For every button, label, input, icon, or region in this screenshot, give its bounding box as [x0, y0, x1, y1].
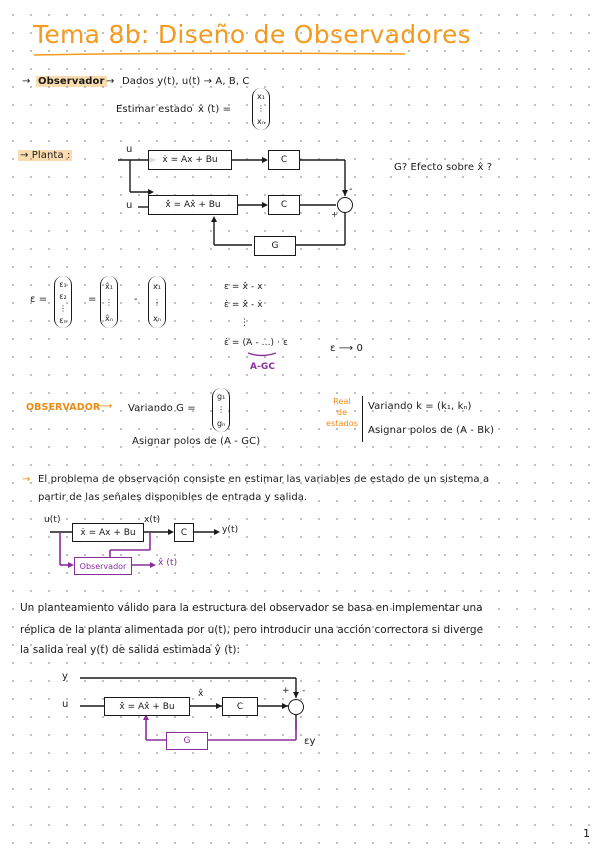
asignar-polos-k: Asignar polos de (A - Bk): [368, 425, 495, 436]
problem-bullet: →: [22, 474, 31, 485]
asignar-polos-g: Asignar polos de (A - GC): [132, 436, 261, 447]
arrow: →: [106, 76, 115, 87]
estimate-vector: x₁ ⋮ xₙ: [252, 88, 270, 130]
xhat-label: x̂: [198, 689, 204, 699]
observador-heading: OBSERVADOR: [26, 402, 101, 413]
output-matrix-block-2: C: [174, 523, 194, 542]
question-text: G? Efecto sobre x̂ ?: [394, 162, 493, 173]
error-def: ε = x̂ - x: [224, 282, 263, 292]
error-dynamics: ε̇ = (A - ...) · ε: [224, 338, 289, 348]
variando-k: Variando k = (k₁, kₙ): [368, 401, 472, 412]
planta-u-bottom: u: [126, 200, 133, 211]
planta-u-top: u: [126, 144, 133, 155]
para2-line2: réplica de la planta alimentada por u(t), pero introducir una acción correctora si diverge: [20, 624, 484, 636]
given-text: Dados y(t), u(t) → A, B, C: [122, 76, 250, 87]
u-signal-label: u(t): [44, 515, 61, 525]
g-vector: g₁ ⋮ gₙ: [212, 388, 230, 432]
observer-block: Observador: [74, 557, 132, 575]
error-lhs: ε =: [30, 294, 48, 305]
variando-g: Variando G =: [128, 403, 196, 414]
dots: ⋮: [240, 318, 250, 328]
observer-model-block-2: x̂̇ = Ax̂ + Bu: [104, 697, 190, 716]
observador-label: Observador: [38, 76, 105, 87]
y-input-label: y: [62, 671, 69, 682]
observador-arrow: ⟶: [98, 401, 113, 412]
x-signal-label: x(t): [144, 515, 161, 525]
output-matrix-c1-block: C: [268, 150, 300, 170]
page-number: 1: [583, 827, 590, 840]
estimate-output: x̂ (t): [158, 558, 178, 568]
page-title: Tema 8b: Diseño de Observadores: [33, 20, 471, 49]
para2-line3: la salida real y(t) de salida estimada ŷ (t):: [20, 644, 241, 656]
error-vector: ε₁ ε₂ ⋮ εₙ: [54, 276, 72, 328]
state-vector: x₁ ⋮ xₙ: [148, 276, 166, 328]
real-estados-label: Real de estados: [326, 397, 358, 428]
sign-plus: +: [331, 210, 338, 219]
summing-junction-2: [288, 699, 304, 715]
gain-g-block: G: [254, 236, 296, 256]
minus: -: [134, 294, 138, 305]
output-error-label: εy: [304, 736, 316, 747]
bullet-arrow: →: [22, 76, 31, 87]
u-input-label: u: [62, 699, 69, 710]
estimate-label: Estimar estado: [116, 104, 193, 115]
sign-minus: -: [349, 184, 353, 195]
plant-block-2: ẋ = Ax + Bu: [72, 523, 144, 542]
para2-line1: Un planteamiento válido para la estructura del observador se basa en implementar una: [20, 602, 483, 614]
estimate-lhs: x̂ (t) =: [198, 104, 232, 115]
plant-block: ẋ = Ax + Bu: [148, 150, 232, 170]
convergence: ε ⟶ 0: [330, 343, 363, 354]
plus-sign: +: [282, 686, 290, 696]
error-derivative: ε̇ = x̂̇ - ẋ: [224, 300, 263, 310]
minus-sign: -: [302, 686, 306, 696]
planta-label: → Planta :: [20, 150, 71, 161]
y-signal-label: y(t): [222, 525, 239, 535]
problem-text-1: El problema de observación consiste en estimar las variables de estado de un sistema a: [38, 474, 490, 485]
gain-g-block-2: G: [166, 732, 208, 750]
a-gc-label: A-GC: [250, 362, 276, 372]
observer-model-block: x̂̇ = Ax̂ + Bu: [148, 195, 238, 215]
output-matrix-c2-block: C: [268, 195, 300, 215]
output-matrix-block-3: C: [222, 697, 258, 716]
equals: =: [88, 294, 97, 305]
problem-text-2: partir de las señales disponibles de entrada y salida.: [38, 492, 308, 503]
estimated-state-vector: x̂₁ ⋮ x̂ₙ: [100, 276, 118, 328]
